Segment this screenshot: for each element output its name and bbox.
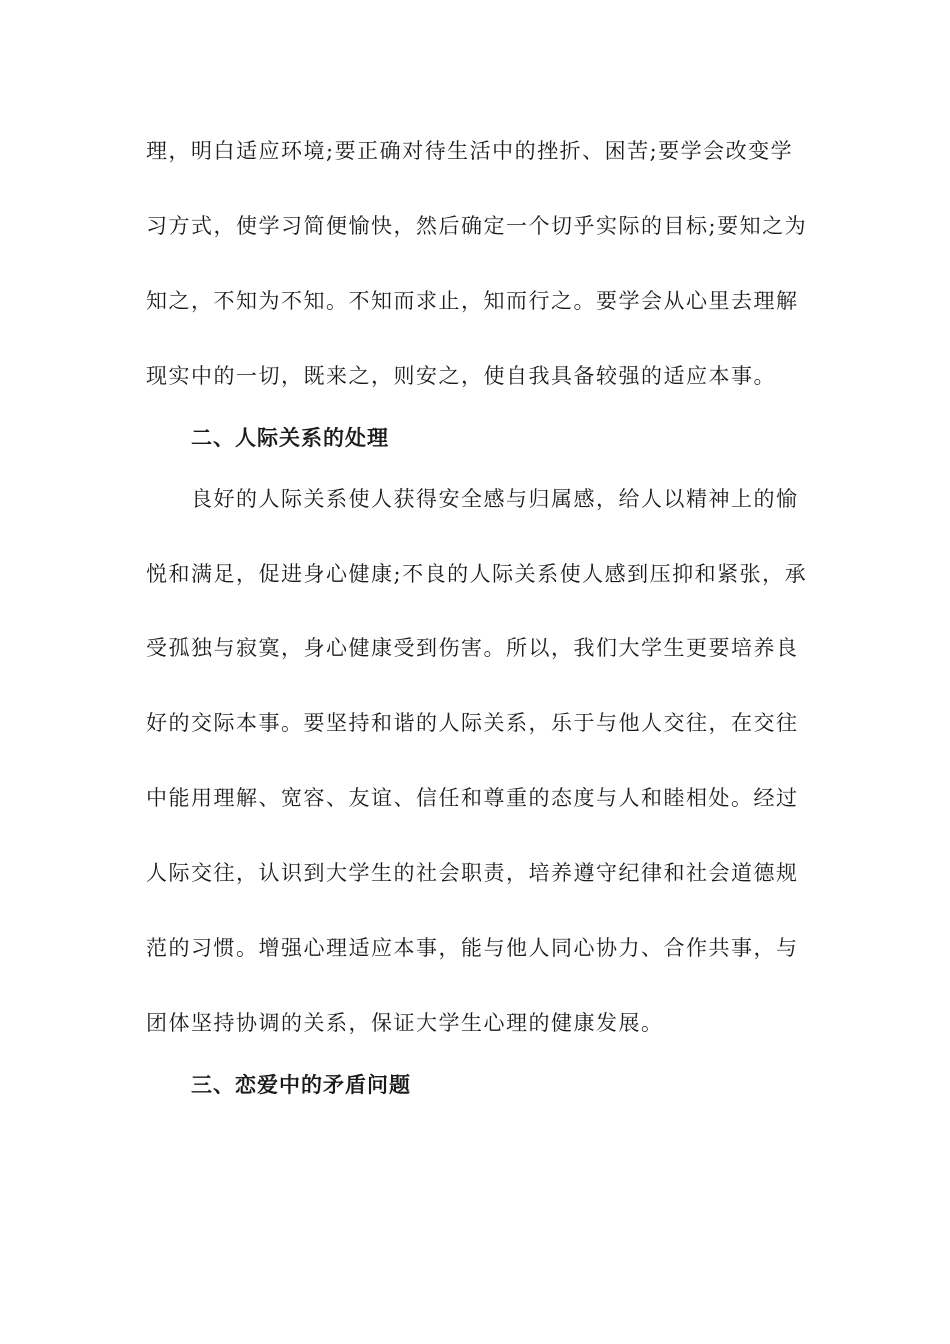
paragraph-line: 良好的人际关系使人获得安全感与归属感，给人以精神上的愉 (191, 487, 799, 511)
paragraph-line: 团体坚持协调的关系，保证大学生心理的健康发展。 (146, 1011, 664, 1035)
paragraph-line: 范的习惯。增强心理适应本事，能与他人同心协力、合作共事，与 (146, 936, 799, 960)
paragraph-line: 受孤独与寂寞，身心健康受到伤害。所以，我们大学生更要培养良 (146, 636, 799, 660)
paragraph-line: 人际交往，认识到大学生的社会职责，培养遵守纪律和社会道德规 (146, 861, 799, 885)
paragraph-line: 理，明白适应环境;要正确对待生活中的挫折、困苦;要学会改变学 (146, 139, 794, 163)
paragraph-line: 好的交际本事。要坚持和谐的人际关系，乐于与他人交往，在交往 (146, 711, 799, 735)
section-heading-love: 三、恋爱中的矛盾问题 (191, 1073, 411, 1097)
paragraph-line: 悦和满足，促进身心健康;不良的人际关系使人感到压抑和紧张，承 (146, 562, 808, 586)
paragraph-line: 现实中的一切，既来之，则安之，使自我具备较强的适应本事。 (146, 364, 776, 388)
paragraph-line: 习方式，使学习简便愉快，然后确定一个切乎实际的目标;要知之为 (146, 214, 808, 238)
paragraph-line: 中能用理解、宽容、友谊、信任和尊重的态度与人和睦相处。经过 (146, 786, 799, 810)
section-heading-interpersonal: 二、人际关系的处理 (191, 426, 389, 450)
paragraph-line: 知之，不知为不知。不知而求止，知而行之。要学会从心里去理解 (146, 289, 799, 313)
